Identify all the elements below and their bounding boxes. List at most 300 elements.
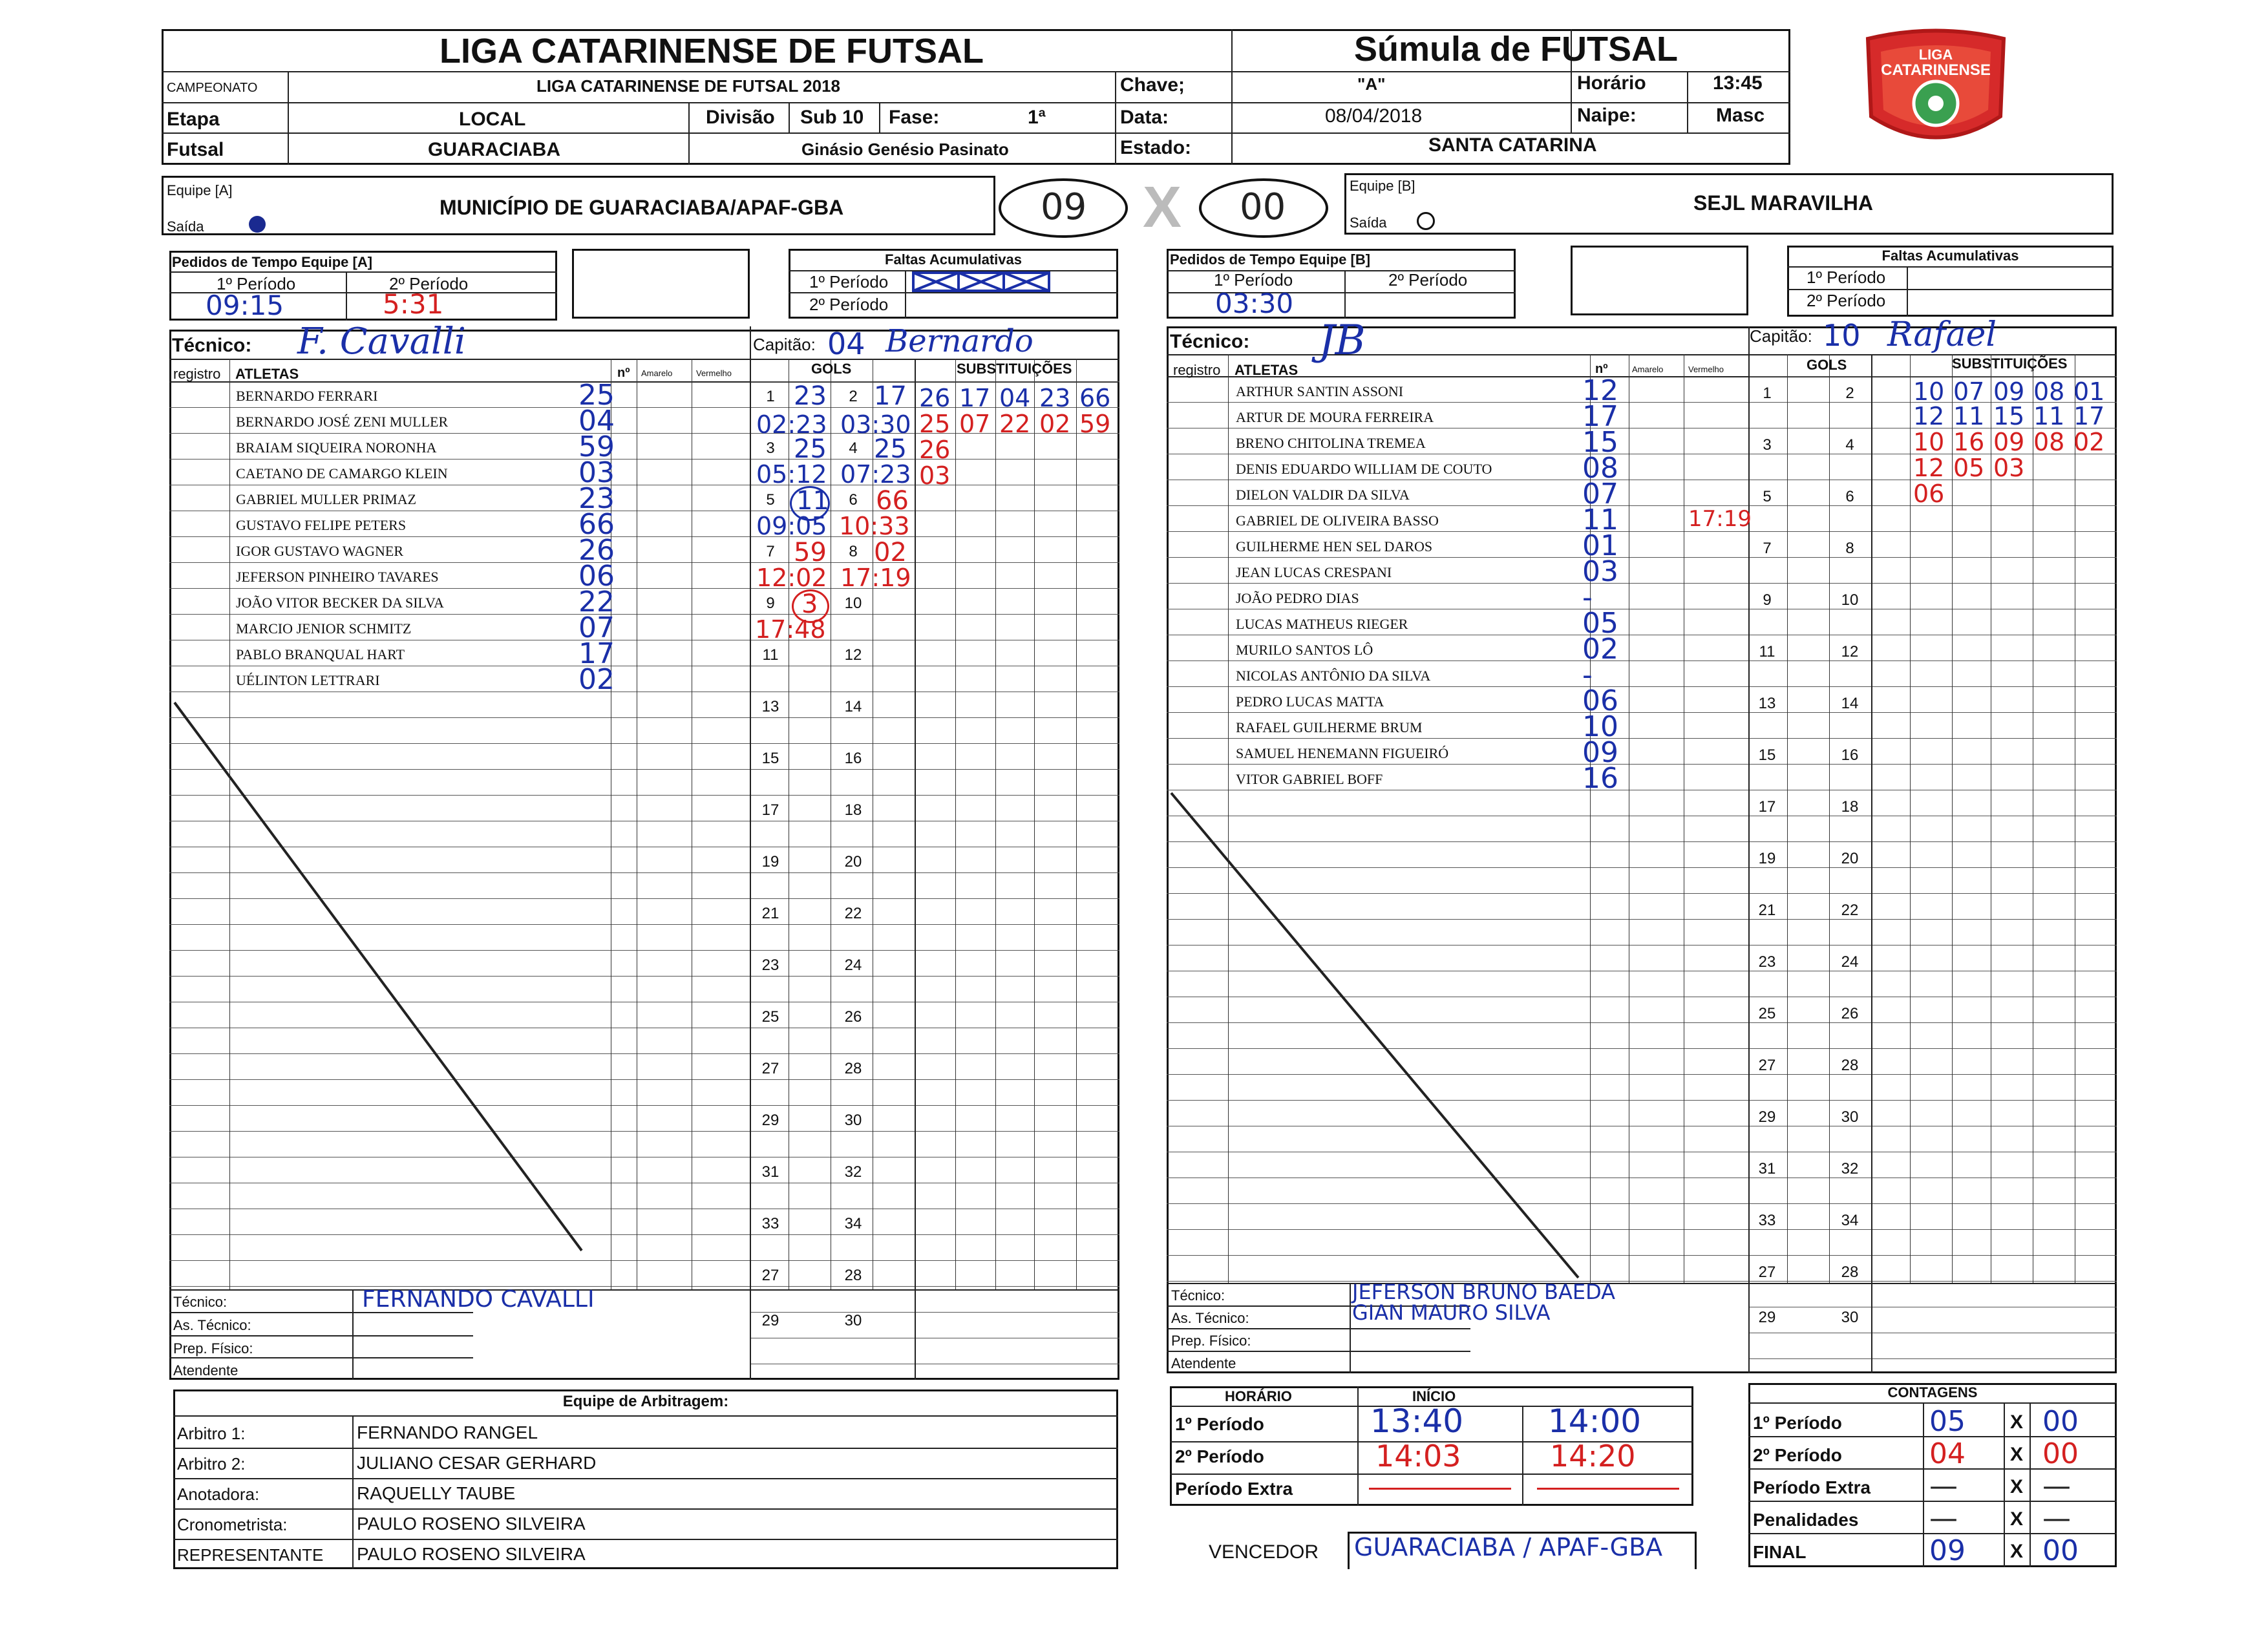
chave-label: Chave; xyxy=(1120,74,1185,96)
goal-slot-label: 18 xyxy=(844,801,862,819)
faltas-a-p1: 1º Período xyxy=(809,272,889,291)
goal-slot-label: 33 xyxy=(1758,1212,1776,1229)
goal-slot-label: 7 xyxy=(766,543,775,560)
estado-value: SANTA CATARINA xyxy=(1428,134,1597,156)
goal-slot-label: 14 xyxy=(844,698,862,715)
team-a-capitao-signature: Bernardo xyxy=(885,323,1033,359)
athlete-name: UÉLINTON LETTRARI xyxy=(236,672,380,688)
timeouts-a-p1-label: 1º Período xyxy=(217,274,296,293)
substitution-entry: 12 xyxy=(1913,454,1945,482)
contagem-score-b: — xyxy=(2042,1470,2071,1503)
goal-slot-label: 8 xyxy=(849,543,858,560)
substitution-entry: 10 xyxy=(1913,428,1945,456)
referee-name: PAULO ROSENO SILVEIRA xyxy=(357,1544,586,1564)
team-b-tecnico-signature: JB xyxy=(1319,317,1366,364)
athlete-name: SAMUEL HENEMANN FIGUEIRÓ xyxy=(1236,745,1449,761)
goal-slot-label: 12 xyxy=(1841,643,1859,660)
goal-slot-label: 10 xyxy=(1841,591,1859,609)
goal-a-5-time: 09:05 xyxy=(756,512,827,540)
team-b-capitao-signature: Rafael xyxy=(1887,315,1997,354)
inicio-title: INÍCIO xyxy=(1412,1388,1456,1404)
goal-slot-label: 4 xyxy=(849,439,858,457)
divisao-value: Sub 10 xyxy=(800,107,864,128)
timeout-a-p1: 09:15 xyxy=(206,290,284,321)
team-b-n-label: nº xyxy=(1595,362,1608,376)
goal-a-4-time: 07:23 xyxy=(840,460,911,489)
goal-slot-label: 28 xyxy=(844,1060,862,1077)
goal-slot-label: 21 xyxy=(1758,902,1776,919)
horario-p1-label: 1º Período xyxy=(1175,1414,1264,1434)
faltas-b-p1: 1º Período xyxy=(1807,268,1886,287)
goal-slot-label: 32 xyxy=(844,1163,862,1181)
athlete-name: BERNARDO JOSÉ ZENI MULLER xyxy=(236,414,449,430)
goal-slot-label: 15 xyxy=(761,750,779,767)
athlete-name: MURILO SANTOS LÔ xyxy=(1236,642,1373,658)
goal-slot-label: 29 xyxy=(1758,1108,1776,1126)
naipe-value: Masc xyxy=(1716,105,1765,126)
athlete-name: ARTHUR SANTIN ASSONI xyxy=(1236,383,1404,399)
fase-value: 1ª xyxy=(1028,107,1046,128)
goal-slot-label: 7 xyxy=(1763,540,1772,557)
athlete-number: 04 xyxy=(578,405,615,438)
goal-slot-label: 28 xyxy=(844,1267,862,1284)
campeonato-value: LIGA CATARINENSE DE FUTSAL 2018 xyxy=(536,76,840,96)
vencedor-label: VENCEDOR xyxy=(1209,1541,1319,1563)
substitution-entry: 02 xyxy=(1039,410,1071,438)
athlete-name: DENIS EDUARDO WILLIAM DE COUTO xyxy=(1236,461,1492,477)
contagem-score-a: 05 xyxy=(1929,1405,1966,1438)
athlete-name: JOÃO VITOR BECKER DA SILVA xyxy=(236,595,444,611)
goal-slot-label: 4 xyxy=(1845,436,1854,454)
athlete-number: 12 xyxy=(1582,374,1618,407)
goal-a-7-time: 12:02 xyxy=(756,564,827,592)
athlete-number: - xyxy=(1582,659,1593,692)
team-a-saida-dot xyxy=(249,216,266,233)
goal-a-3-num: 25 xyxy=(794,434,827,464)
contagem-score-a: 04 xyxy=(1929,1437,1966,1470)
goal-slot-label: 3 xyxy=(766,439,775,457)
timeout-a-p2: 5:31 xyxy=(383,288,444,320)
athlete-name: MARCIO JENIOR SCHMITZ xyxy=(236,620,412,637)
score-b: 00 xyxy=(1240,186,1286,228)
goal-slot-label: 24 xyxy=(1841,953,1859,971)
substitution-entry: 04 xyxy=(999,384,1031,412)
campeonato-label: CAMPEONATO xyxy=(167,81,258,95)
etapa-label: Etapa xyxy=(167,109,220,130)
goal-slot-label: 16 xyxy=(844,750,862,767)
goal-slot-label: 1 xyxy=(766,388,775,405)
goal-slot-label: 11 xyxy=(762,646,779,664)
athlete-number: 23 xyxy=(578,482,615,515)
goal-slot-label: 13 xyxy=(761,698,779,715)
athlete-name: VITOR GABRIEL BOFF xyxy=(1236,771,1383,787)
athlete-name: GABRIEL MULLER PRIMAZ xyxy=(236,491,417,507)
athlete-number: 09 xyxy=(1582,736,1618,769)
substitution-entry: 05 xyxy=(1953,454,1985,482)
substitution-entry: 26 xyxy=(919,436,951,464)
team-a-gols-label: GOLS xyxy=(811,361,852,377)
timeouts-a-title: Pedidos de Tempo Equipe [A] xyxy=(172,254,373,270)
goal-slot-label: 12 xyxy=(844,646,862,664)
logo-text-2: CATARINENSE xyxy=(1881,61,1991,79)
substitution-entry: 10 xyxy=(1913,377,1945,406)
faltas-a-p2: 2º Período xyxy=(809,295,889,314)
goal-a-9-time: 17:48 xyxy=(755,615,826,644)
goal-slot-label: 8 xyxy=(1845,540,1854,557)
p1-end: 14:00 xyxy=(1548,1402,1642,1440)
goal-slot-label: 19 xyxy=(761,853,779,871)
referee-role-label: Anotadora: xyxy=(177,1484,260,1504)
athlete-number: 07 xyxy=(1582,478,1618,511)
team-b-label: Equipe [B] xyxy=(1350,178,1415,194)
team-b-saida-dot xyxy=(1417,212,1435,230)
team-a-tecnico-label: Técnico: xyxy=(172,335,252,356)
athlete-name: RAFAEL GUILHERME BRUM xyxy=(1236,719,1423,735)
goal-slot-label: 13 xyxy=(1758,695,1776,712)
goal-slot-label: 2 xyxy=(849,388,858,405)
athlete-number: 07 xyxy=(578,611,615,644)
goal-slot-label: 23 xyxy=(761,956,779,974)
athlete-number: 05 xyxy=(1582,607,1618,640)
goal-a-1-time: 02:23 xyxy=(756,410,827,439)
team-a-footer-tecnico: FERNANDO CAVALLI xyxy=(362,1286,595,1313)
athlete-name: BERNARDO FERRARI xyxy=(236,388,378,404)
goal-slot-label: 6 xyxy=(849,491,858,509)
athlete-number: 17 xyxy=(578,637,615,670)
data-label: Data: xyxy=(1120,107,1169,128)
athlete-name: JEFERSON PINHEIRO TAVARES xyxy=(236,569,439,585)
goal-slot-label: 26 xyxy=(1841,1005,1859,1022)
cidade-value: GUARACIABA xyxy=(428,139,560,160)
substitution-entry: 26 xyxy=(919,384,951,412)
team-a-amarelo-label: Amarelo xyxy=(641,368,673,378)
goal-slot-label: 27 xyxy=(1758,1263,1776,1281)
goal-slot-label: 32 xyxy=(1841,1160,1859,1178)
athlete-name: CAETANO DE CAMARGO KLEIN xyxy=(236,465,448,481)
goal-slot-label: 26 xyxy=(844,1008,862,1026)
team-b-footer-as-tecnico: GIAN MAURO SILVA xyxy=(1352,1300,1551,1325)
goal-slot-label: 33 xyxy=(761,1215,779,1232)
logo-text-1: LIGA xyxy=(1918,47,1953,63)
substitution-entry: 07 xyxy=(959,410,991,438)
team-b-atletas-label: ATLETAS xyxy=(1235,362,1298,378)
team-b-yellow-card: 17:19 xyxy=(1688,506,1752,532)
goal-slot-label: 5 xyxy=(766,491,775,509)
athlete-name: IGOR GUSTAVO WAGNER xyxy=(236,543,403,559)
contagem-score-b: — xyxy=(2042,1502,2071,1535)
contagem-score-b: 00 xyxy=(2042,1405,2079,1438)
goal-slot-label: 20 xyxy=(1841,850,1859,867)
goal-slot-label: 10 xyxy=(844,595,862,612)
athlete-number: 26 xyxy=(578,534,615,567)
horario-value: 13:45 xyxy=(1713,72,1763,94)
referee-name: FERNANDO RANGEL xyxy=(357,1422,538,1442)
goal-slot-label: 2 xyxy=(1845,385,1854,402)
athlete-name: BRAIAM SIQUEIRA NORONHA xyxy=(236,439,437,456)
athlete-number: 66 xyxy=(578,508,615,541)
goal-slot-label: 27 xyxy=(761,1060,779,1077)
athlete-number: 02 xyxy=(578,663,615,696)
substitution-entry: 08 xyxy=(2033,377,2065,406)
athlete-name: LUCAS MATHEUS RIEGER xyxy=(1236,616,1408,632)
goal-slot-label: 19 xyxy=(1758,850,1776,867)
substitution-entry: 01 xyxy=(2073,377,2105,406)
goal-slot-label: 28 xyxy=(1841,1057,1859,1074)
team-b-footer-as-tecnico-label: As. Técnico: xyxy=(1171,1310,1249,1326)
goal-slot-label: 11 xyxy=(1759,643,1775,660)
athlete-name: PEDRO LUCAS MATTA xyxy=(1236,693,1384,710)
faltas-a-marks xyxy=(911,270,1118,299)
etapa-value: LOCAL xyxy=(459,109,526,130)
team-b-capitao-num: 10 xyxy=(1823,318,1861,353)
team-a-cancel-line xyxy=(173,701,587,1260)
contagem-label: FINAL xyxy=(1753,1542,1807,1562)
substitution-entry: 17 xyxy=(2073,402,2105,430)
substitution-entry: 59 xyxy=(1079,410,1111,438)
goal-slot-label: 6 xyxy=(1845,488,1854,505)
goal-slot-label: 29 xyxy=(1758,1309,1776,1326)
athlete-name: GUILHERME HEN SEL DAROS xyxy=(1236,538,1433,555)
athlete-number: 59 xyxy=(578,430,615,463)
contagem-x: X xyxy=(2010,1541,2024,1562)
athlete-number: 06 xyxy=(578,560,615,593)
team-b-capitao-label: Capitão: xyxy=(1750,326,1812,346)
referee-name: JULIANO CESAR GERHARD xyxy=(357,1453,597,1473)
contagem-x: X xyxy=(2010,1411,2024,1433)
contagem-x: X xyxy=(2010,1444,2024,1465)
substitution-entry: 12 xyxy=(1913,402,1945,430)
goal-slot-label: 27 xyxy=(761,1267,779,1284)
estado-label: Estado: xyxy=(1120,137,1192,158)
athlete-name: ARTUR DE MOURA FERREIRA xyxy=(1236,409,1434,425)
athlete-number: 17 xyxy=(1582,400,1618,433)
athlete-name: GABRIEL DE OLIVEIRA BASSO xyxy=(1236,512,1439,529)
referee-role-label: Arbitro 2: xyxy=(177,1454,246,1474)
team-b-subs-label: SUBSTITUIÇÕES xyxy=(1952,355,2068,372)
goal-slot-label: 9 xyxy=(766,595,775,612)
athlete-number: 15 xyxy=(1582,426,1618,459)
team-a-registro-label: registro xyxy=(173,366,221,382)
goal-a-7-num: 59 xyxy=(794,538,827,567)
referee-role-label: Cronometrista: xyxy=(177,1515,288,1534)
p2-end: 14:20 xyxy=(1550,1439,1636,1474)
referee-name: RAQUELLY TAUBE xyxy=(357,1483,516,1503)
referee-role-label: Arbitro 1: xyxy=(177,1424,246,1443)
contagem-label: 2º Período xyxy=(1753,1445,1842,1465)
athlete-number: 03 xyxy=(1582,555,1618,588)
team-b-name: SEJL MARAVILHA xyxy=(1693,191,1873,215)
contagem-score-a: 09 xyxy=(1929,1534,1966,1567)
substitution-entry: 22 xyxy=(999,410,1031,438)
athlete-name: NICOLAS ANTÔNIO DA SILVA xyxy=(1236,668,1431,684)
faltas-a-title: Faltas Acumulativas xyxy=(885,251,1022,268)
goal-slot-label: 9 xyxy=(1763,591,1772,609)
athlete-number: - xyxy=(1582,581,1593,614)
referee-role-label: REPRESENTANTE xyxy=(177,1545,324,1565)
goal-slot-label: 17 xyxy=(761,801,779,819)
team-b-footer-prep-label: Prep. Físico: xyxy=(1171,1333,1251,1349)
chave-value: "A" xyxy=(1357,74,1386,94)
team-b-saida-label: Saída xyxy=(1350,215,1387,231)
goal-a-6-time: 10:33 xyxy=(839,512,910,540)
goal-a-3-time: 05:12 xyxy=(756,460,827,489)
goal-slot-label: 1 xyxy=(1763,385,1772,402)
horario-label: Horário xyxy=(1577,72,1646,94)
horario-title: HORÁRIO xyxy=(1225,1388,1292,1404)
vencedor-value: GUARACIABA / APAF-GBA xyxy=(1354,1533,1663,1561)
goal-a-9-num: 3 xyxy=(801,589,818,619)
team-b-amarelo-label: Amarelo xyxy=(1632,364,1664,374)
goal-a-2-num: 17 xyxy=(874,381,907,411)
substitution-entry: 16 xyxy=(1953,428,1985,456)
timeouts-a-blank xyxy=(572,249,750,319)
substitution-entry: 08 xyxy=(2033,428,2065,456)
divisao-label: Divisão xyxy=(706,107,775,128)
goal-slot-label: 31 xyxy=(761,1163,779,1181)
substitution-entry: 11 xyxy=(1953,402,1985,430)
substitution-entry: 06 xyxy=(1913,480,1945,508)
substitution-entry: 03 xyxy=(919,461,951,490)
team-a-footer-prep-label: Prep. Físico: xyxy=(173,1340,253,1357)
goal-slot-label: 25 xyxy=(1758,1005,1776,1022)
athlete-number: 25 xyxy=(578,379,615,412)
substitution-entry: 07 xyxy=(1953,377,1985,406)
contagem-label: Período Extra xyxy=(1753,1477,1871,1497)
team-b-footer-tecnico: JEFERSON BRUNO BAEDA xyxy=(1352,1280,1616,1304)
team-a-atletas-label: ATLETAS xyxy=(235,366,299,382)
goal-a-6-num: 66 xyxy=(876,486,909,516)
contagens-title: CONTAGENS xyxy=(1887,1384,1978,1400)
contagem-x: X xyxy=(2010,1508,2024,1530)
team-b-footer-tecnico-label: Técnico: xyxy=(1171,1287,1225,1304)
athlete-number: 06 xyxy=(1582,684,1618,717)
goal-slot-label: 14 xyxy=(1841,695,1859,712)
athlete-name: JOÃO PEDRO DIAS xyxy=(1236,590,1359,606)
goal-slot-label: 34 xyxy=(844,1215,862,1232)
contagem-x: X xyxy=(2010,1476,2024,1497)
team-a-footer-as-tecnico-label: As. Técnico: xyxy=(173,1317,251,1333)
team-a-footer-atendente-label: Atendente xyxy=(173,1362,238,1379)
team-a-tecnico-signature: F. Cavalli xyxy=(297,321,466,363)
goal-slot-label: 23 xyxy=(1758,953,1776,971)
goal-slot-label: 22 xyxy=(844,905,862,922)
team-b-vermelho-label: Vermelho xyxy=(1688,364,1724,374)
athlete-number: 01 xyxy=(1582,529,1618,562)
futsal-label: Futsal xyxy=(167,139,224,160)
substitution-entry: 09 xyxy=(1993,377,2025,406)
goal-slot-label: 29 xyxy=(761,1312,779,1329)
team-a-vermelho-label: Vermelho xyxy=(696,368,732,378)
substitution-entry: 23 xyxy=(1039,384,1071,412)
contagem-score-b: 00 xyxy=(2042,1437,2079,1470)
goal-a-5-num: 11 xyxy=(796,486,829,516)
athlete-number: 02 xyxy=(1582,633,1618,666)
athlete-name: JEAN LUCAS CRESPANI xyxy=(1236,564,1392,580)
p1-start: 13:40 xyxy=(1370,1402,1464,1440)
league-logo xyxy=(1861,26,2010,152)
goal-a-8-time: 17:19 xyxy=(840,564,911,592)
athlete-number: 16 xyxy=(1582,762,1618,795)
sumula-title: Súmula de FUTSAL xyxy=(1354,30,1679,69)
substitution-entry: 66 xyxy=(1079,384,1111,412)
ginasio-value: Ginásio Genésio Pasinato xyxy=(801,140,1009,159)
goal-slot-label: 30 xyxy=(1841,1108,1859,1126)
team-b-cancel-line xyxy=(1170,792,1584,1286)
goal-slot-label: 5 xyxy=(1763,488,1772,505)
goal-a-2-time: 03:30 xyxy=(840,410,911,439)
athlete-number: 22 xyxy=(578,586,615,618)
team-a-name: MUNICÍPIO DE GUARACIABA/APAF-GBA xyxy=(440,196,844,219)
goal-slot-label: 16 xyxy=(1841,746,1859,764)
faltas-b-p2: 2º Período xyxy=(1807,291,1886,310)
timeouts-b-blank xyxy=(1571,246,1748,315)
substitution-entry: 17 xyxy=(959,384,991,412)
horario-p2-label: 2º Período xyxy=(1175,1446,1264,1466)
goal-slot-label: 17 xyxy=(1758,798,1776,816)
goal-slot-label: 15 xyxy=(1758,746,1776,764)
substitution-entry: 03 xyxy=(1993,454,2025,482)
goal-slot-label: 29 xyxy=(761,1112,779,1129)
goal-slot-label: 22 xyxy=(1841,902,1859,919)
timeouts-b-p2-label: 2º Período xyxy=(1388,270,1468,290)
score-a: 09 xyxy=(1041,186,1087,228)
timeouts-b-p1-label: 1º Período xyxy=(1214,270,1293,290)
team-a-capitao-label: Capitão: xyxy=(753,335,816,354)
athlete-name: BRENO CHITOLINA TREMEA xyxy=(1236,435,1426,451)
substitution-entry: 15 xyxy=(1993,402,2025,430)
substitution-entry: 11 xyxy=(2033,402,2065,430)
horario-extra-label: Período Extra xyxy=(1175,1479,1293,1499)
substitution-entry: 25 xyxy=(919,410,951,438)
athlete-name: DIELON VALDIR DA SILVA xyxy=(1236,487,1410,503)
fase-label: Fase: xyxy=(889,107,940,128)
goal-slot-label: 25 xyxy=(761,1008,779,1026)
score-x: X xyxy=(1143,175,1182,240)
team-a-saida-label: Saída xyxy=(167,218,204,235)
athlete-name: PABLO BRANQUAL HART xyxy=(236,646,405,662)
team-b-tecnico-label: Técnico: xyxy=(1170,331,1250,352)
contagem-score-b: 00 xyxy=(2042,1534,2079,1567)
team-b-gols-label: GOLS xyxy=(1807,357,1847,373)
timeout-b-p1: 03:30 xyxy=(1215,288,1294,319)
goal-slot-label: 31 xyxy=(1758,1160,1776,1178)
goal-slot-label: 27 xyxy=(1758,1057,1776,1074)
team-a-label: Equipe [A] xyxy=(167,182,233,198)
timeouts-a-p2-label: 2º Período xyxy=(389,274,469,293)
team-a-capitao-num: 04 xyxy=(827,326,865,361)
goal-a-4-num: 25 xyxy=(874,434,907,464)
timeouts-b-title: Pedidos de Tempo Equipe [B] xyxy=(1170,251,1371,268)
team-a-footer-tecnico-label: Técnico: xyxy=(173,1294,228,1310)
referees-title: Equipe de Arbitragem: xyxy=(562,1393,729,1410)
team-b-footer-atendente-label: Atendente xyxy=(1171,1355,1236,1371)
goal-slot-label: 30 xyxy=(844,1112,862,1129)
goal-slot-label: 34 xyxy=(1841,1212,1859,1229)
team-a-n-label: nº xyxy=(617,366,630,380)
data-value: 08/04/2018 xyxy=(1325,105,1423,127)
goal-slot-label: 21 xyxy=(761,905,779,922)
goal-a-8-num: 02 xyxy=(874,538,907,567)
contagem-label: Penalidades xyxy=(1753,1510,1859,1530)
contagem-label: 1º Período xyxy=(1753,1413,1842,1433)
goal-a-1-num: 23 xyxy=(794,381,827,411)
athlete-number: 11 xyxy=(1582,503,1618,536)
referee-name: PAULO ROSENO SILVEIRA xyxy=(357,1514,586,1534)
league-title: LIGA CATARINENSE DE FUTSAL xyxy=(440,32,984,70)
contagem-score-a: — xyxy=(1929,1502,1958,1535)
goal-slot-label: 18 xyxy=(1841,798,1859,816)
naipe-label: Naipe: xyxy=(1577,105,1637,126)
